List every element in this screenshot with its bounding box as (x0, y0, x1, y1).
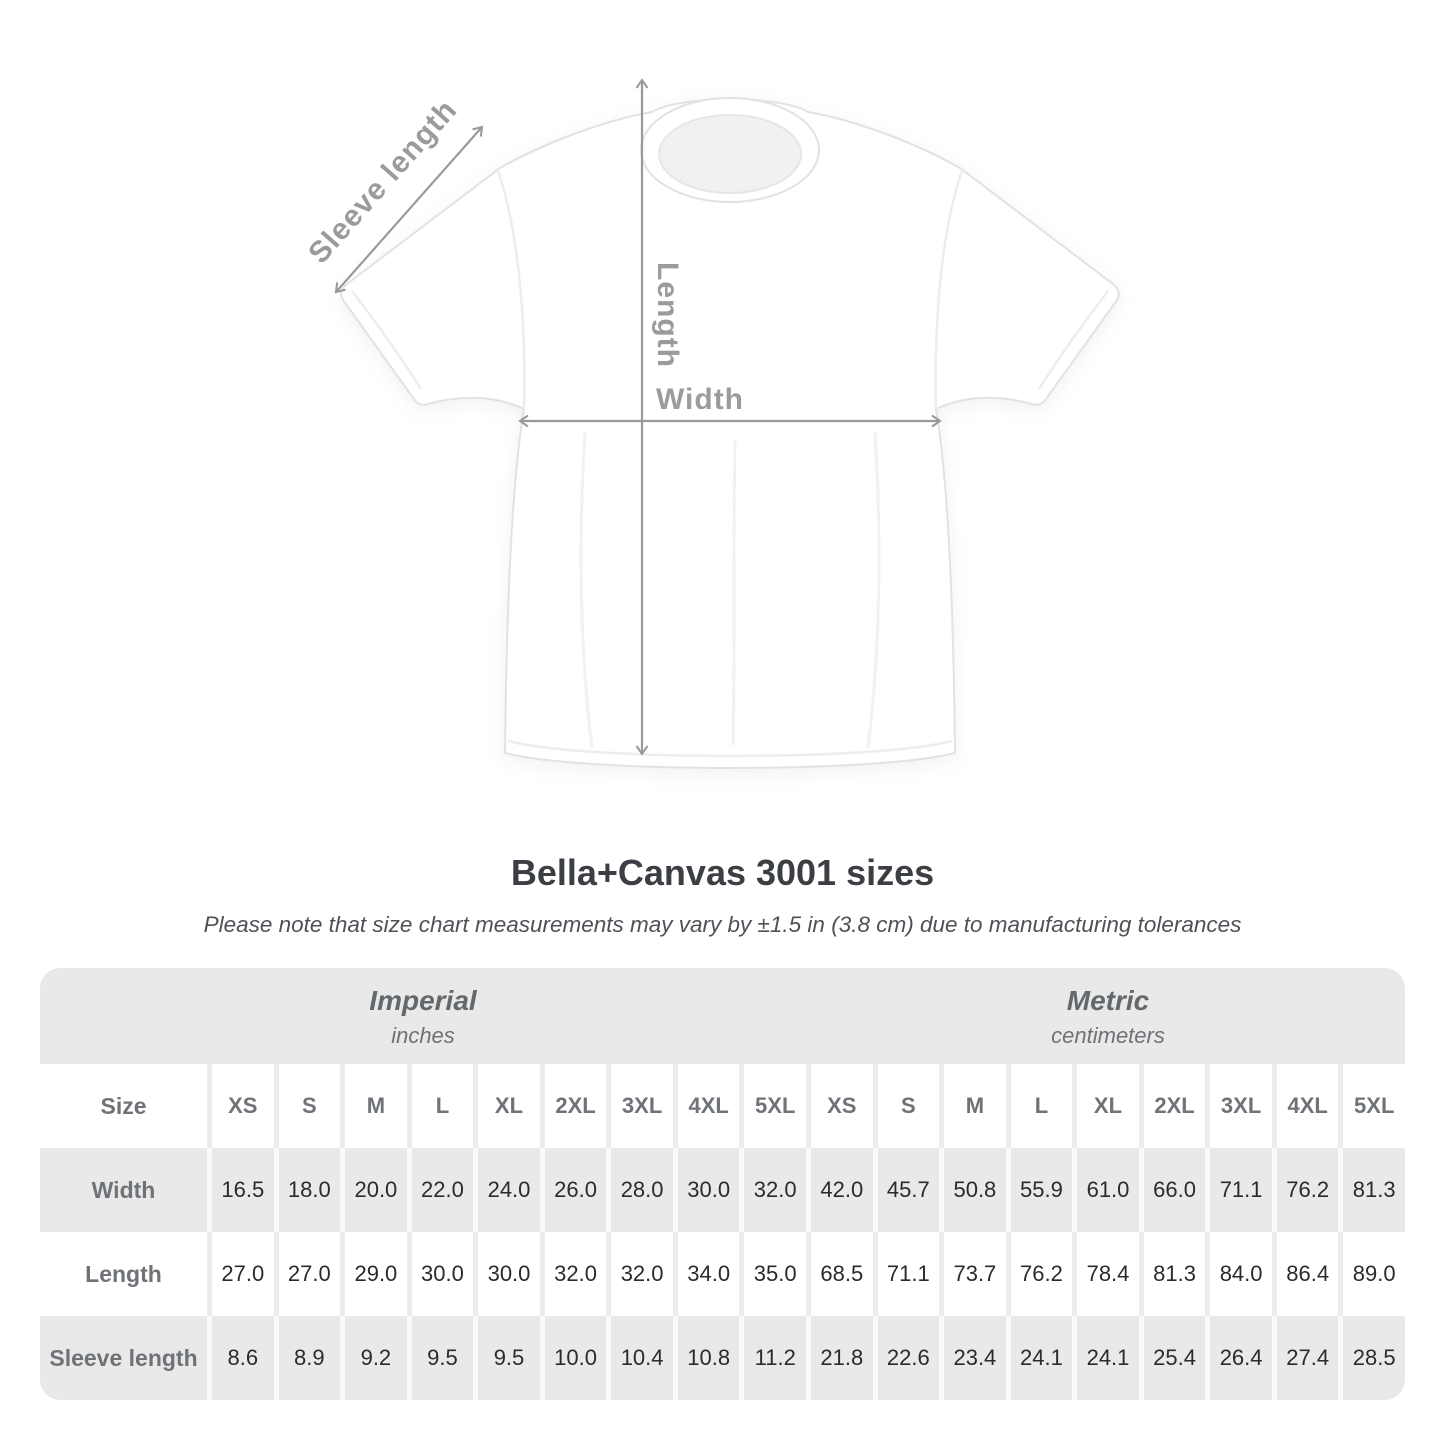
measurement-cell-imperial: 32.0 (545, 1232, 607, 1316)
measurement-cell-metric: 23.4 (944, 1316, 1006, 1400)
sleeve-length-label: Sleeve length (302, 93, 464, 270)
measurement-cell-metric: 71.1 (1210, 1148, 1272, 1232)
size-column-header: XS (811, 1064, 873, 1148)
measurement-cell-metric: 86.4 (1277, 1232, 1339, 1316)
measurement-cell-imperial: 28.0 (611, 1148, 673, 1232)
measurement-cell-metric: 81.3 (1343, 1148, 1405, 1232)
measurement-cell-metric: 76.2 (1011, 1232, 1073, 1316)
measurement-cell-imperial: 18.0 (279, 1148, 341, 1232)
measurement-cell-metric: 21.8 (811, 1316, 873, 1400)
measurement-cell-metric: 42.0 (811, 1148, 873, 1232)
table-row-length (40, 1232, 1405, 1316)
imperial-section-header (40, 968, 806, 1064)
imperial-unit: inches (391, 1023, 455, 1048)
measurement-cell-metric: 26.4 (1210, 1316, 1272, 1400)
measurement-cell-metric: 68.5 (811, 1232, 873, 1316)
measurement-cell-imperial: 9.5 (412, 1316, 474, 1400)
measurement-cell-imperial: 30.0 (478, 1232, 540, 1316)
measurement-cell-imperial: 8.6 (212, 1316, 274, 1400)
measurement-cell-imperial: 24.0 (478, 1148, 540, 1232)
measurement-cell-imperial: 10.0 (545, 1316, 607, 1400)
measurement-cell-imperial: 10.8 (678, 1316, 740, 1400)
measurement-cell-metric: 89.0 (1343, 1232, 1405, 1316)
table-row-sleeve-length (40, 1316, 1405, 1400)
collar-inner (659, 115, 801, 193)
measurement-cell-imperial: 9.2 (345, 1316, 407, 1400)
size-column-header: M (944, 1064, 1006, 1148)
measurement-cell-metric: 45.7 (878, 1148, 940, 1232)
size-column-header: 5XL (744, 1064, 806, 1148)
page-title: Bella+Canvas 3001 sizes (510, 852, 935, 893)
measurement-cell-imperial: 10.4 (611, 1316, 673, 1400)
measurement-cell-imperial: 35.0 (744, 1232, 806, 1316)
measurement-cell-imperial: 34.0 (678, 1232, 740, 1316)
measurement-cell-imperial: 16.5 (212, 1148, 274, 1232)
size-column-header: L (412, 1064, 474, 1148)
row-label: Width (40, 1148, 207, 1232)
size-column-header: XS (212, 1064, 274, 1148)
size-column-header: 2XL (545, 1064, 607, 1148)
size-column-header: S (279, 1064, 341, 1148)
size-column-header: L (1011, 1064, 1073, 1148)
measurement-cell-imperial: 26.0 (545, 1148, 607, 1232)
measurement-cell-metric: 81.3 (1144, 1232, 1206, 1316)
measurement-cell-metric: 24.1 (1077, 1316, 1139, 1400)
metric-section-header (811, 968, 1405, 1064)
measurement-cell-imperial: 30.0 (412, 1232, 474, 1316)
measurement-cell-metric: 84.0 (1210, 1232, 1272, 1316)
measurement-cell-metric: 55.9 (1011, 1148, 1073, 1232)
size-column-header: 4XL (678, 1064, 740, 1148)
measurement-cell-imperial: 32.0 (744, 1148, 806, 1232)
tolerance-note: Please note that size chart measurements may vary by ±1.5 in (3.8 cm) due to manufacturing tolerances (203, 912, 1242, 937)
row-label-size: Size (40, 1064, 207, 1148)
size-column-header: 5XL (1343, 1064, 1405, 1148)
measurement-cell-imperial: 32.0 (611, 1232, 673, 1316)
length-label: Length (651, 262, 684, 368)
tshirt-illustration (341, 98, 1119, 768)
measurement-cell-metric: 76.2 (1277, 1148, 1339, 1232)
measurement-cell-imperial: 27.0 (279, 1232, 341, 1316)
size-column-header: M (345, 1064, 407, 1148)
table-row-size (40, 1064, 1405, 1148)
measurement-cell-metric: 73.7 (944, 1232, 1006, 1316)
measurement-cell-imperial: 9.5 (478, 1316, 540, 1400)
metric-title: Metric (1066, 985, 1150, 1016)
measurement-cell-metric: 22.6 (878, 1316, 940, 1400)
size-column-header: XL (1077, 1064, 1139, 1148)
imperial-title: Imperial (369, 985, 477, 1016)
width-label: Width (655, 383, 745, 416)
metric-unit: centimeters (1051, 1023, 1165, 1048)
size-column-header: XL (478, 1064, 540, 1148)
size-column-header: S (878, 1064, 940, 1148)
row-label: Length (40, 1232, 207, 1316)
measurement-cell-metric: 25.4 (1144, 1316, 1206, 1400)
measurement-cell-imperial: 20.0 (345, 1148, 407, 1232)
measurement-cell-metric: 71.1 (878, 1232, 940, 1316)
measurement-cell-metric: 24.1 (1011, 1316, 1073, 1400)
measurement-cell-metric: 66.0 (1144, 1148, 1206, 1232)
size-column-header: 3XL (1210, 1064, 1272, 1148)
table-section-header-row (40, 968, 1405, 1064)
measurement-cell-imperial: 22.0 (412, 1148, 474, 1232)
row-label: Sleeve length (40, 1316, 207, 1400)
size-table (40, 968, 1405, 1400)
measurement-cell-metric: 78.4 (1077, 1232, 1139, 1316)
measurement-cell-imperial: 29.0 (345, 1232, 407, 1316)
size-column-header: 4XL (1277, 1064, 1339, 1148)
size-column-header: 3XL (611, 1064, 673, 1148)
table-row-width (40, 1148, 1405, 1232)
measurement-cell-metric: 27.4 (1277, 1316, 1339, 1400)
measurement-cell-imperial: 27.0 (212, 1232, 274, 1316)
measurement-cell-metric: 50.8 (944, 1148, 1006, 1232)
measurement-cell-imperial: 30.0 (678, 1148, 740, 1232)
measurement-cell-metric: 61.0 (1077, 1148, 1139, 1232)
size-column-header: 2XL (1144, 1064, 1206, 1148)
measurement-cell-imperial: 8.9 (279, 1316, 341, 1400)
measurement-cell-imperial: 11.2 (744, 1316, 806, 1400)
measurement-cell-metric: 28.5 (1343, 1316, 1405, 1400)
